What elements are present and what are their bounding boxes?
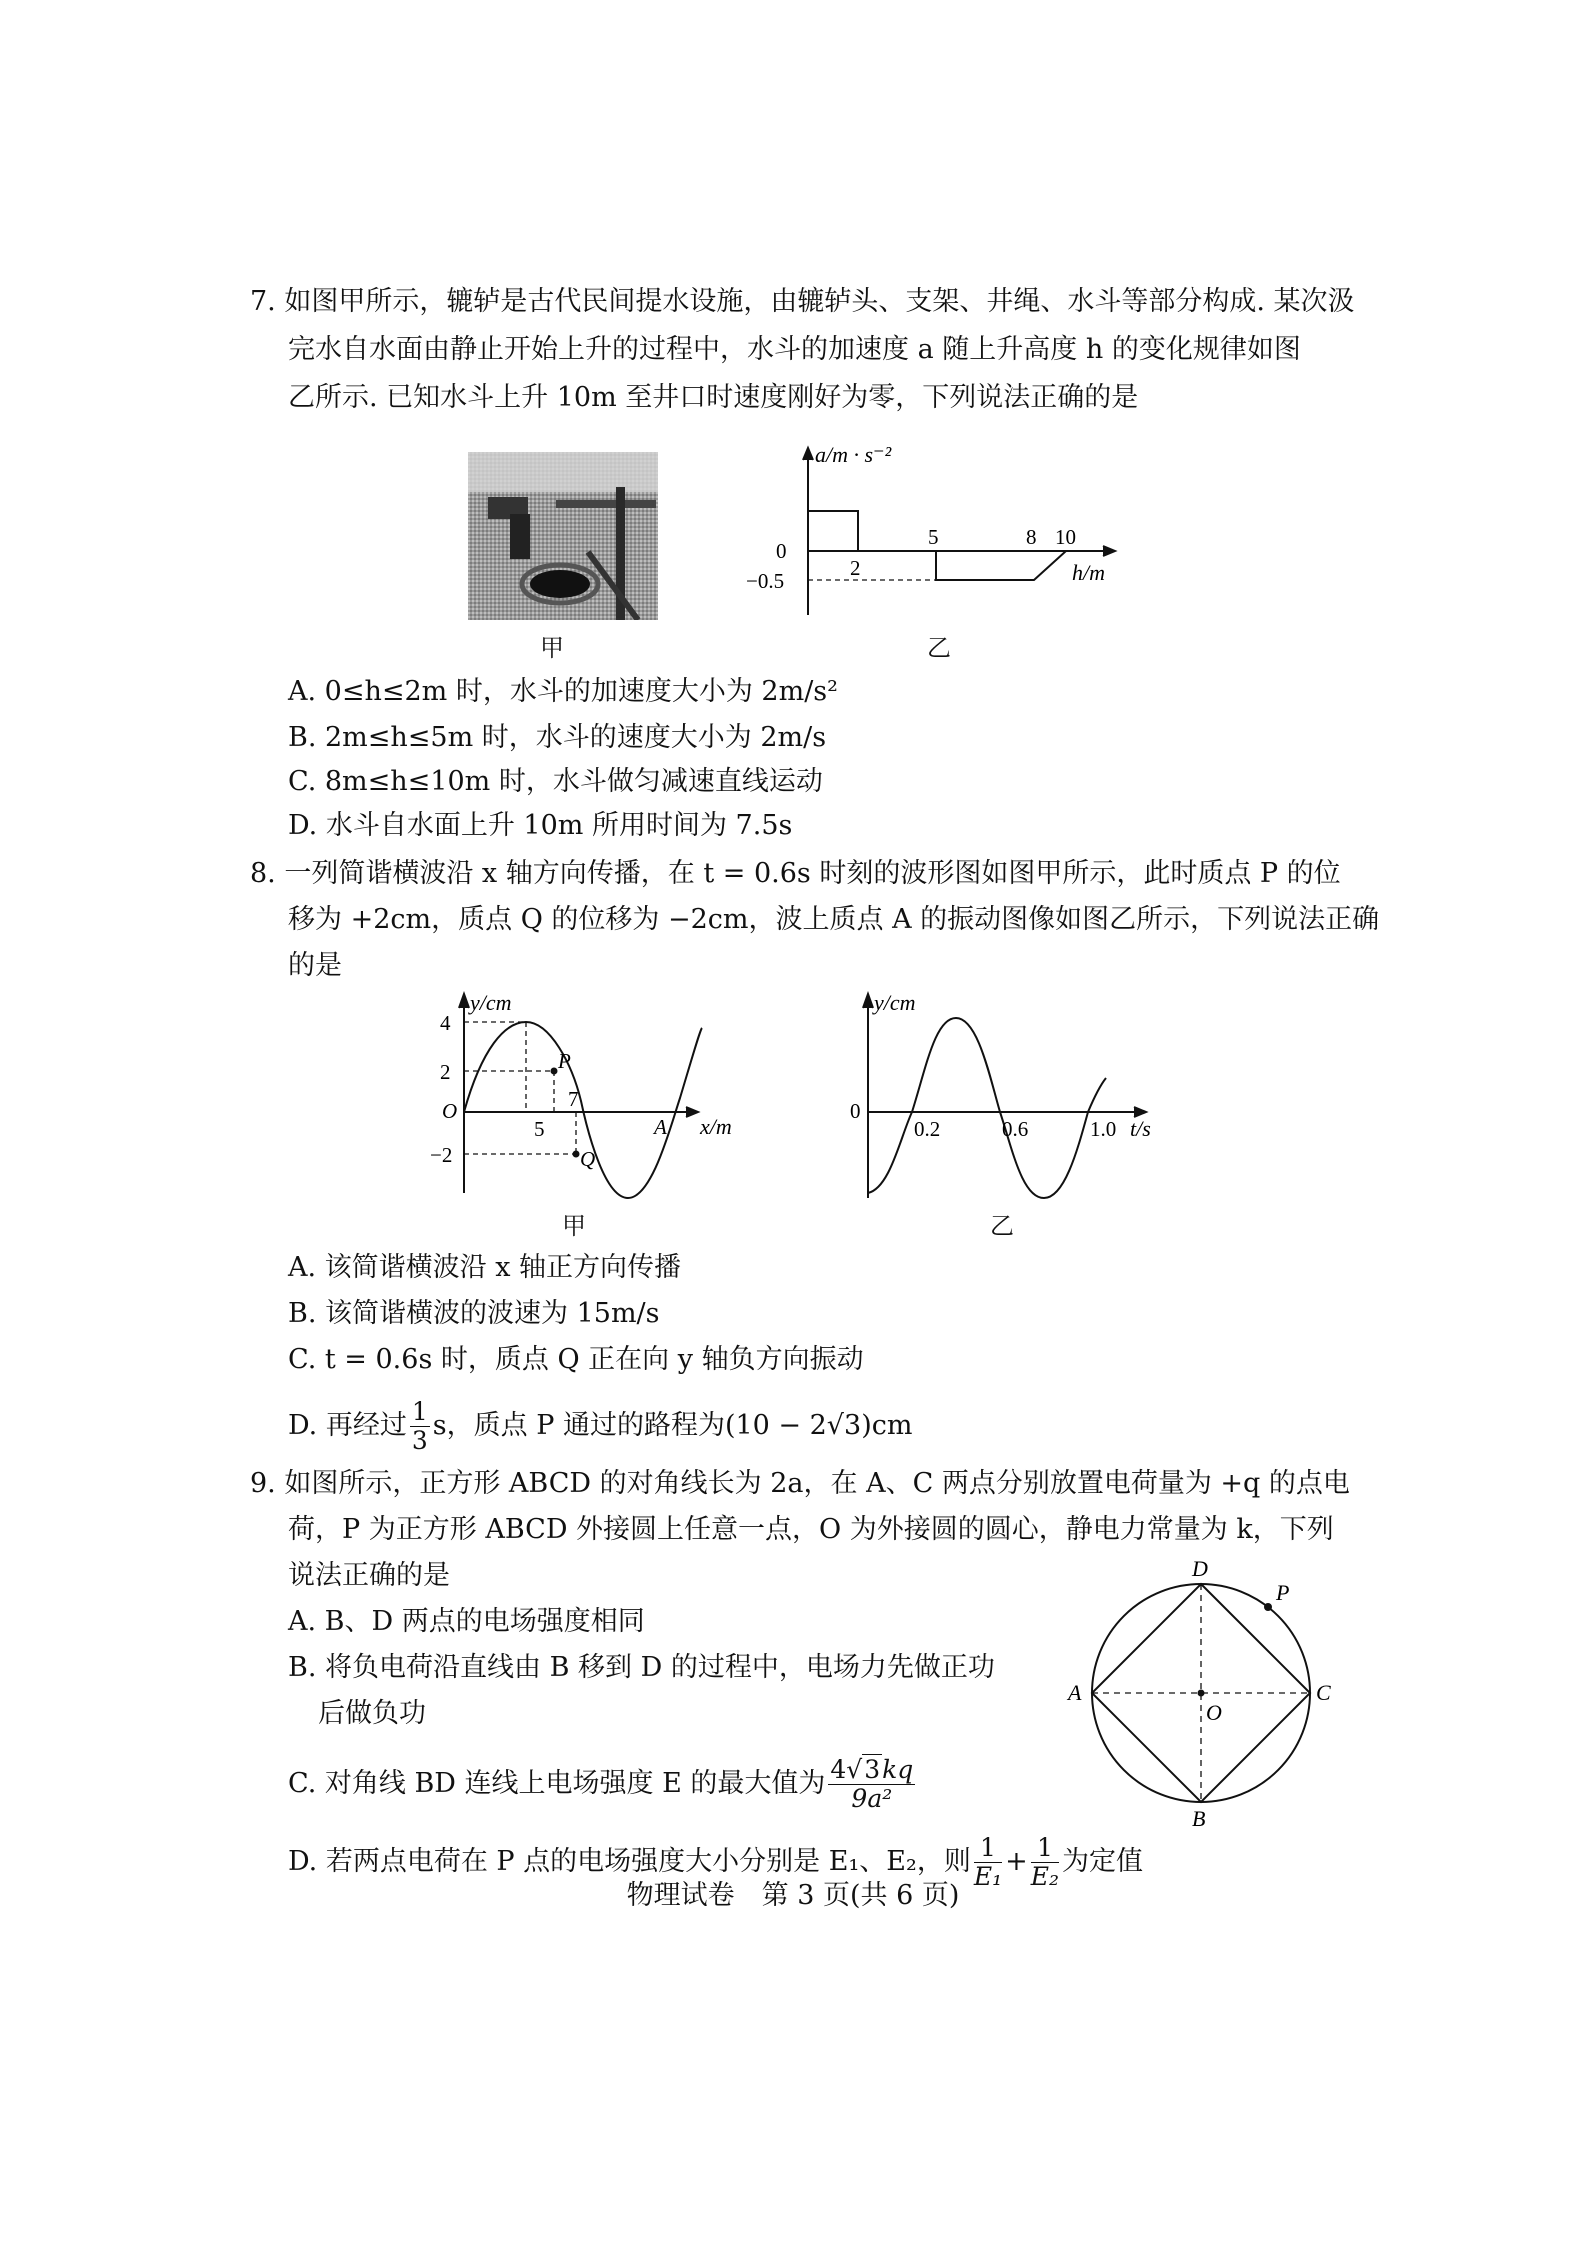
q7-option-d: D. 水斗自水面上升 10m 所用时间为 7.5s (288, 810, 793, 841)
q8-graph1-tick-x7: 7 (568, 1087, 579, 1111)
q9-option-c (288, 1752, 918, 1816)
q7-line-3: 乙所示. 已知水斗上升 10m 至井口时速度刚好为零，下列说法正确的是 (288, 382, 1139, 413)
q7-option-b: B. 2m≤h≤5m 时，水斗的速度大小为 2m/s (288, 722, 827, 753)
q8-line-2: 移为 +2cm，质点 Q 的位移为 −2cm，波上质点 A 的振动图像如图乙所示，下列说法正确 (288, 904, 1380, 935)
q8-graph1-label-q: Q (580, 1147, 596, 1171)
q7-line-1: 7. 如图甲所示，辘轳是古代民间提水设施，由辘轳头、支架、井绳、水斗等部分构成. 某次汲 (250, 286, 1355, 317)
q9-option-c-fraction (828, 1756, 915, 1813)
q8-graph1-label-p: P (558, 1049, 571, 1073)
q8-line-1: 8. 一列简谐横波沿 x 轴方向传播，在 t = 0.6s 时刻的波形图如图甲所示，此时质点 P 的位 (250, 858, 1341, 889)
q9-label-c: C (1316, 1680, 1331, 1705)
q9-option-b-line-1: B. 将负电荷沿直线由 B 移到 D 的过程中，电场力先做正功 (288, 1652, 995, 1683)
q7-graph-caption: 乙 (927, 634, 951, 662)
q7-acceleration-graph (690, 440, 1150, 620)
q9-label-a: A (1068, 1680, 1082, 1705)
q7-photo-caption: 甲 (540, 634, 564, 662)
q7-option-a: A. 0≤h≤2m 时，水斗的加速度大小为 2m/s² (288, 676, 838, 707)
q9-center-o (1198, 1690, 1205, 1697)
q9-option-c-denominator: 9a² (851, 1784, 893, 1813)
q9-option-d-suffix: 为定值 (1062, 1846, 1144, 1877)
q7-graph-origin: 0 (776, 539, 787, 563)
q8-option-d (288, 1396, 912, 1456)
q7-line-2: 完水自水面由静止开始上升的过程中，水斗的加速度 a 随上升高度 h 的变化规律如图 (288, 334, 1301, 365)
q8-graph1-y-label: y/cm (470, 990, 512, 1015)
q8-point-p (551, 1068, 558, 1075)
q7-graph-tick-8: 8 (1026, 525, 1037, 549)
q8-option-d-numerator: 1 (411, 1397, 428, 1426)
page-footer: 物理试卷 第 3 页(共 6 页) (626, 1880, 960, 1911)
q8-graph1-tick-4: 4 (440, 1011, 451, 1035)
q9-line-1: 9. 如图所示，正方形 ABCD 的对角线长为 2a，在 A、C 两点分别放置电荷量为 +q 的点电 (250, 1468, 1350, 1499)
q8-graph2-tick-10: 1.0 (1090, 1117, 1117, 1141)
q7-graph-tick-2: 2 (850, 556, 861, 580)
q8-graph2-caption: 乙 (990, 1212, 1014, 1240)
q9-label-b: B (1192, 1806, 1206, 1831)
q8-vibration-graph (850, 988, 1180, 1213)
q7-graph-x-label: h/m (1072, 560, 1105, 585)
q8-option-d-denominator: 3 (411, 1426, 428, 1455)
q8-option-d-suffix: s，质点 P 通过的路程为(10 − 2√3)cm (432, 1410, 913, 1441)
q7-option-c: C. 8m≤h≤10m 时，水斗做匀减速直线运动 (288, 766, 823, 797)
q8-wave-curve (464, 1022, 702, 1198)
q8-point-q (573, 1151, 580, 1158)
q8-graph1-tick-x5: 5 (534, 1117, 545, 1141)
q9-line-2: 荷，P 为正方形 ABCD 外接圆上任意一点，O 为外接圆的圆心，静电力常量为 k，下列 (288, 1514, 1334, 1545)
q8-wave-graph (430, 988, 760, 1213)
q8-graph1-origin: O (442, 1099, 458, 1123)
q9-point-p (1264, 1603, 1272, 1611)
q8-option-b: B. 该简谐横波的波速为 15m/s (288, 1298, 660, 1329)
q8-graph2-tick-06: 0.6 (1002, 1117, 1029, 1141)
q7-graph-tick-5: 5 (928, 525, 939, 549)
q9-label-o: O (1206, 1700, 1222, 1725)
q7-graph-tick-10: 10 (1055, 525, 1076, 549)
q9-option-d-plus: + (1005, 1846, 1028, 1877)
q8-line-3: 的是 (288, 950, 342, 981)
q8-graph1-tick-2: 2 (440, 1060, 451, 1084)
q8-option-c: C. t = 0.6s 时，质点 Q 正在向 y 轴负方向振动 (288, 1344, 864, 1375)
q8-graph1-label-a: A (654, 1115, 667, 1139)
q8-graph1-x-label: x/m (700, 1114, 732, 1139)
q7-graph-y-label: a/m · s⁻² (815, 442, 892, 467)
q9-line-3: 说法正确的是 (288, 1560, 450, 1591)
q9-label-p: P (1276, 1580, 1290, 1605)
q8-graph1-caption: 甲 (562, 1212, 586, 1240)
q9-option-b-line-2: 后做负功 (318, 1698, 426, 1729)
q9-circle-diagram (1060, 1550, 1340, 1840)
q8-graph1-tick-neg2: −2 (430, 1143, 453, 1167)
q8-vibration-curve (868, 1018, 1106, 1198)
q8-option-d-prefix: D. 再经过 (288, 1410, 407, 1441)
q9-option-c-prefix: C. 对角线 BD 连线上电场强度 E 的最大值为 (288, 1768, 826, 1799)
q7-well-photo (468, 452, 658, 620)
q8-graph2-y-label: y/cm (874, 990, 916, 1015)
q9-label-d: D (1192, 1556, 1208, 1581)
q7-graph-neg-label: −0.5 (746, 569, 785, 593)
q8-option-a: A. 该简谐横波沿 x 轴正方向传播 (288, 1252, 682, 1283)
q8-graph2-tick-02: 0.2 (914, 1117, 941, 1141)
q9-option-d-fraction-1: $\frac{1}{\text{E₁}}$ (973, 1833, 1003, 1891)
q9-option-a: A. B、D 两点的电场强度相同 (288, 1606, 645, 1637)
q8-option-d-fraction (410, 1398, 430, 1455)
q9-option-d-prefix: D. 若两点电荷在 P 点的电场强度大小分别是 E₁、E₂，则 (288, 1846, 971, 1877)
q8-graph2-x-label: t/s (1130, 1116, 1151, 1141)
q9-option-d-fraction-2: $\frac{1}{\text{E₂}}$ (1030, 1833, 1060, 1891)
q9-option-c-numerator: 4√3kq (830, 1755, 914, 1784)
q8-graph2-origin: 0 (850, 1099, 861, 1123)
